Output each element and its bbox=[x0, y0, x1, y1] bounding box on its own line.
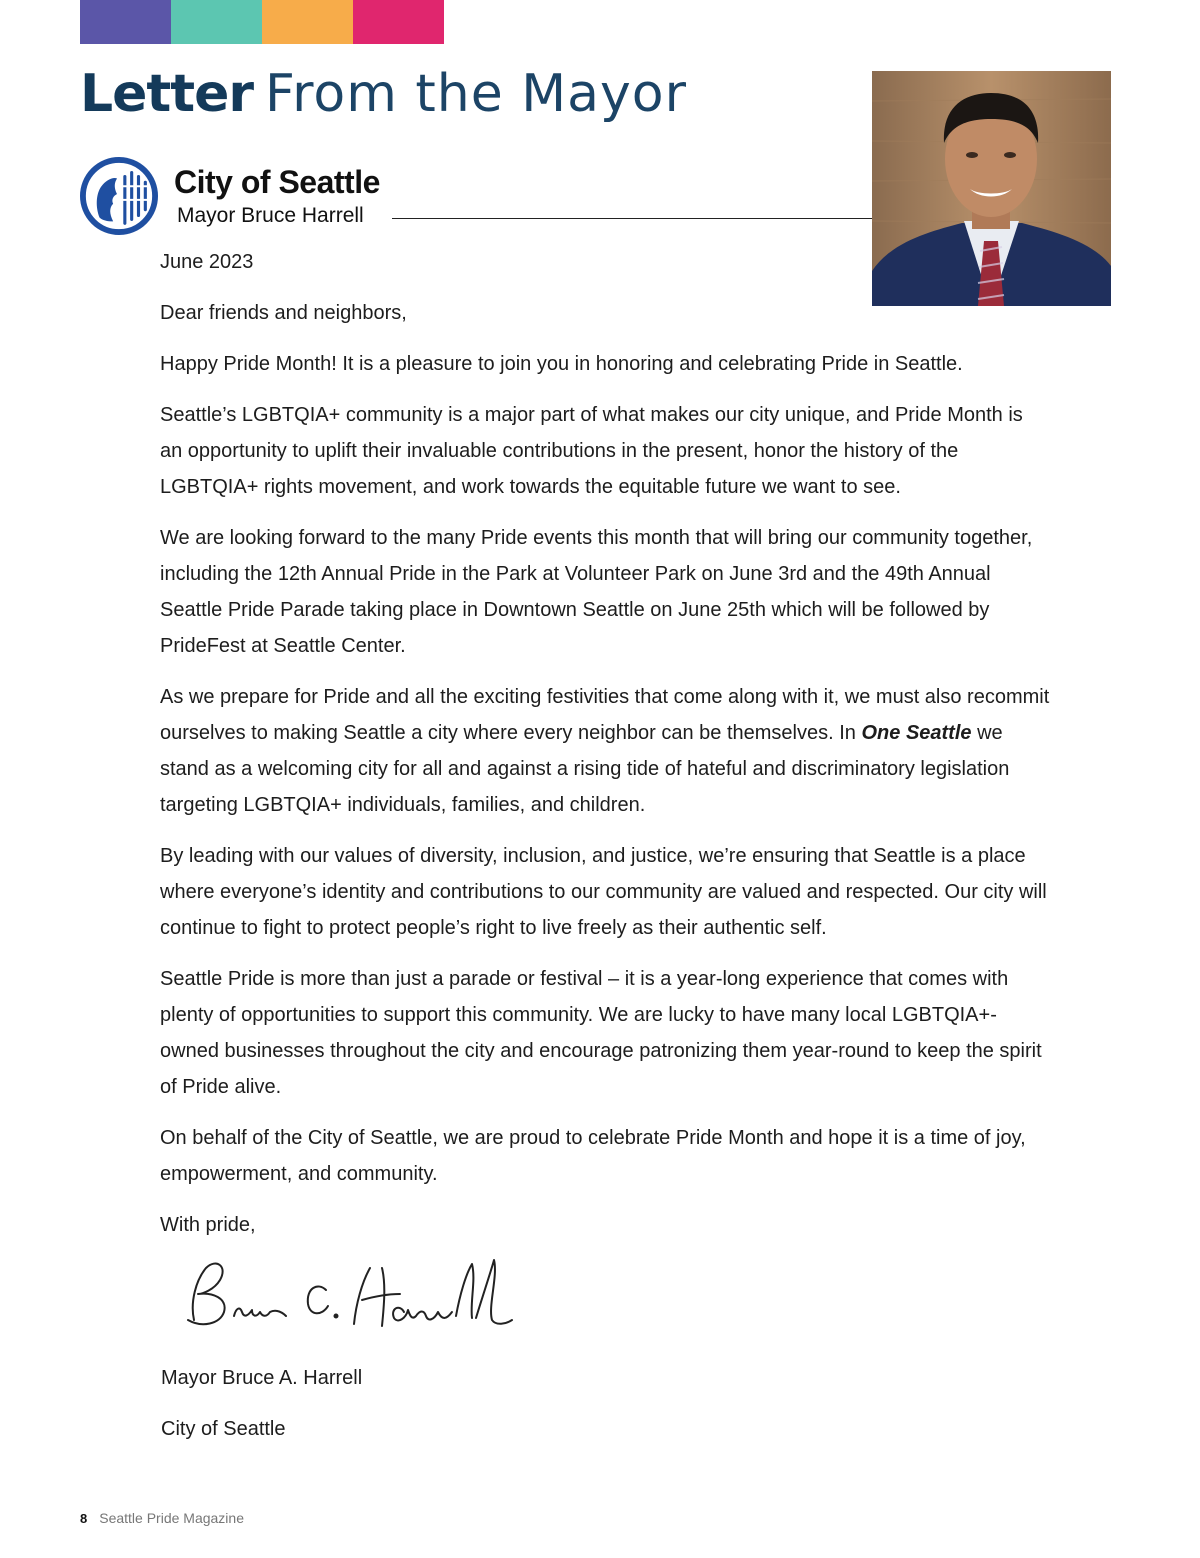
organization-subtitle: Mayor Bruce Harrell bbox=[177, 204, 364, 227]
header-divider bbox=[392, 218, 876, 219]
page-title-light: From the Mayor bbox=[265, 64, 687, 124]
color-bar-teal bbox=[171, 0, 262, 44]
letter-date: June 2023 bbox=[160, 251, 254, 273]
letter-paragraph-6: Seattle Pride is more than just a parade or festival – it is a year-long experience that comes with plenty of opportunities to support this community. We are lucky to have many local LGBTQIA+-owned businesses throughout the city and encourage patronizing them year-round to keep the spirit of Pride alive. bbox=[160, 968, 1042, 1098]
city-of-seattle-logo-icon bbox=[80, 157, 158, 235]
page-title-bold: Letter bbox=[80, 64, 254, 124]
page-footer bbox=[80, 1508, 244, 1529]
letter-closing: With pride, bbox=[160, 1214, 256, 1236]
page-title bbox=[80, 62, 687, 126]
organization-name: City of Seattle bbox=[174, 164, 380, 200]
one-seattle-emphasis: One Seattle bbox=[861, 722, 972, 744]
letter-paragraph-5: By leading with our values of diversity, inclusion, and justice, we’re ensuring that Seattle is a place where everyone’s identity and contributions to our community are valued and respected. Our city will continue to fight to protect people’s right to live freely as their authentic self. bbox=[160, 845, 1047, 939]
letter-body bbox=[160, 244, 1050, 1258]
handwritten-signature bbox=[176, 1254, 516, 1336]
color-bar-pink bbox=[353, 0, 444, 44]
brand-color-bar bbox=[80, 0, 444, 44]
letter-paragraph-3: We are looking forward to the many Pride events this month that will bring our community together, including the 12th Annual Pride in the Park at Volunteer Park on June 3rd and the 49th Annual Seattle Pride Parade taking place in Downtown Seattle on June 25th which will be followed by PrideFest at Seattle Center. bbox=[160, 527, 1033, 657]
publication-name: Seattle Pride Magazine bbox=[99, 1510, 244, 1526]
letter-paragraph-7: On behalf of the City of Seattle, we are proud to celebrate Pride Month and hope it is a time of joy, empowerment, and community. bbox=[160, 1127, 1026, 1185]
page-number: 8 bbox=[80, 1511, 88, 1526]
color-bar-orange bbox=[262, 0, 353, 44]
letter-salutation: Dear friends and neighbors, bbox=[160, 302, 407, 324]
letter-paragraph-4-start: As we prepare for Pride and all the exciting festivities that come along with it, we must also recommit ourselves to making Seattle a city where every neighbor can be themselves. In bbox=[160, 686, 1050, 744]
letter-paragraph-4-end: we stand as a welcoming city for all and against a rising tide of hateful and discriminatory legislation targeting LGBTQIA+ individuals, families, and children. bbox=[160, 722, 1010, 816]
letter-paragraph-2: Seattle’s LGBTQIA+ community is a major part of what makes our city unique, and Pride Month is an opportunity to uplift their invaluable contributions in the present, honor the history of the LGBTQIA+ rights movement, and work towards the equitable future we want to see. bbox=[160, 404, 1023, 498]
signer-name: Mayor Bruce A. Harrell bbox=[161, 1367, 363, 1389]
letter-paragraph-4 bbox=[160, 679, 1050, 823]
letter-paragraph-1: Happy Pride Month! It is a pleasure to join you in honoring and celebrating Pride in Seattle. bbox=[160, 353, 963, 375]
signer-organization: City of Seattle bbox=[161, 1418, 286, 1440]
color-bar-purple bbox=[80, 0, 171, 44]
